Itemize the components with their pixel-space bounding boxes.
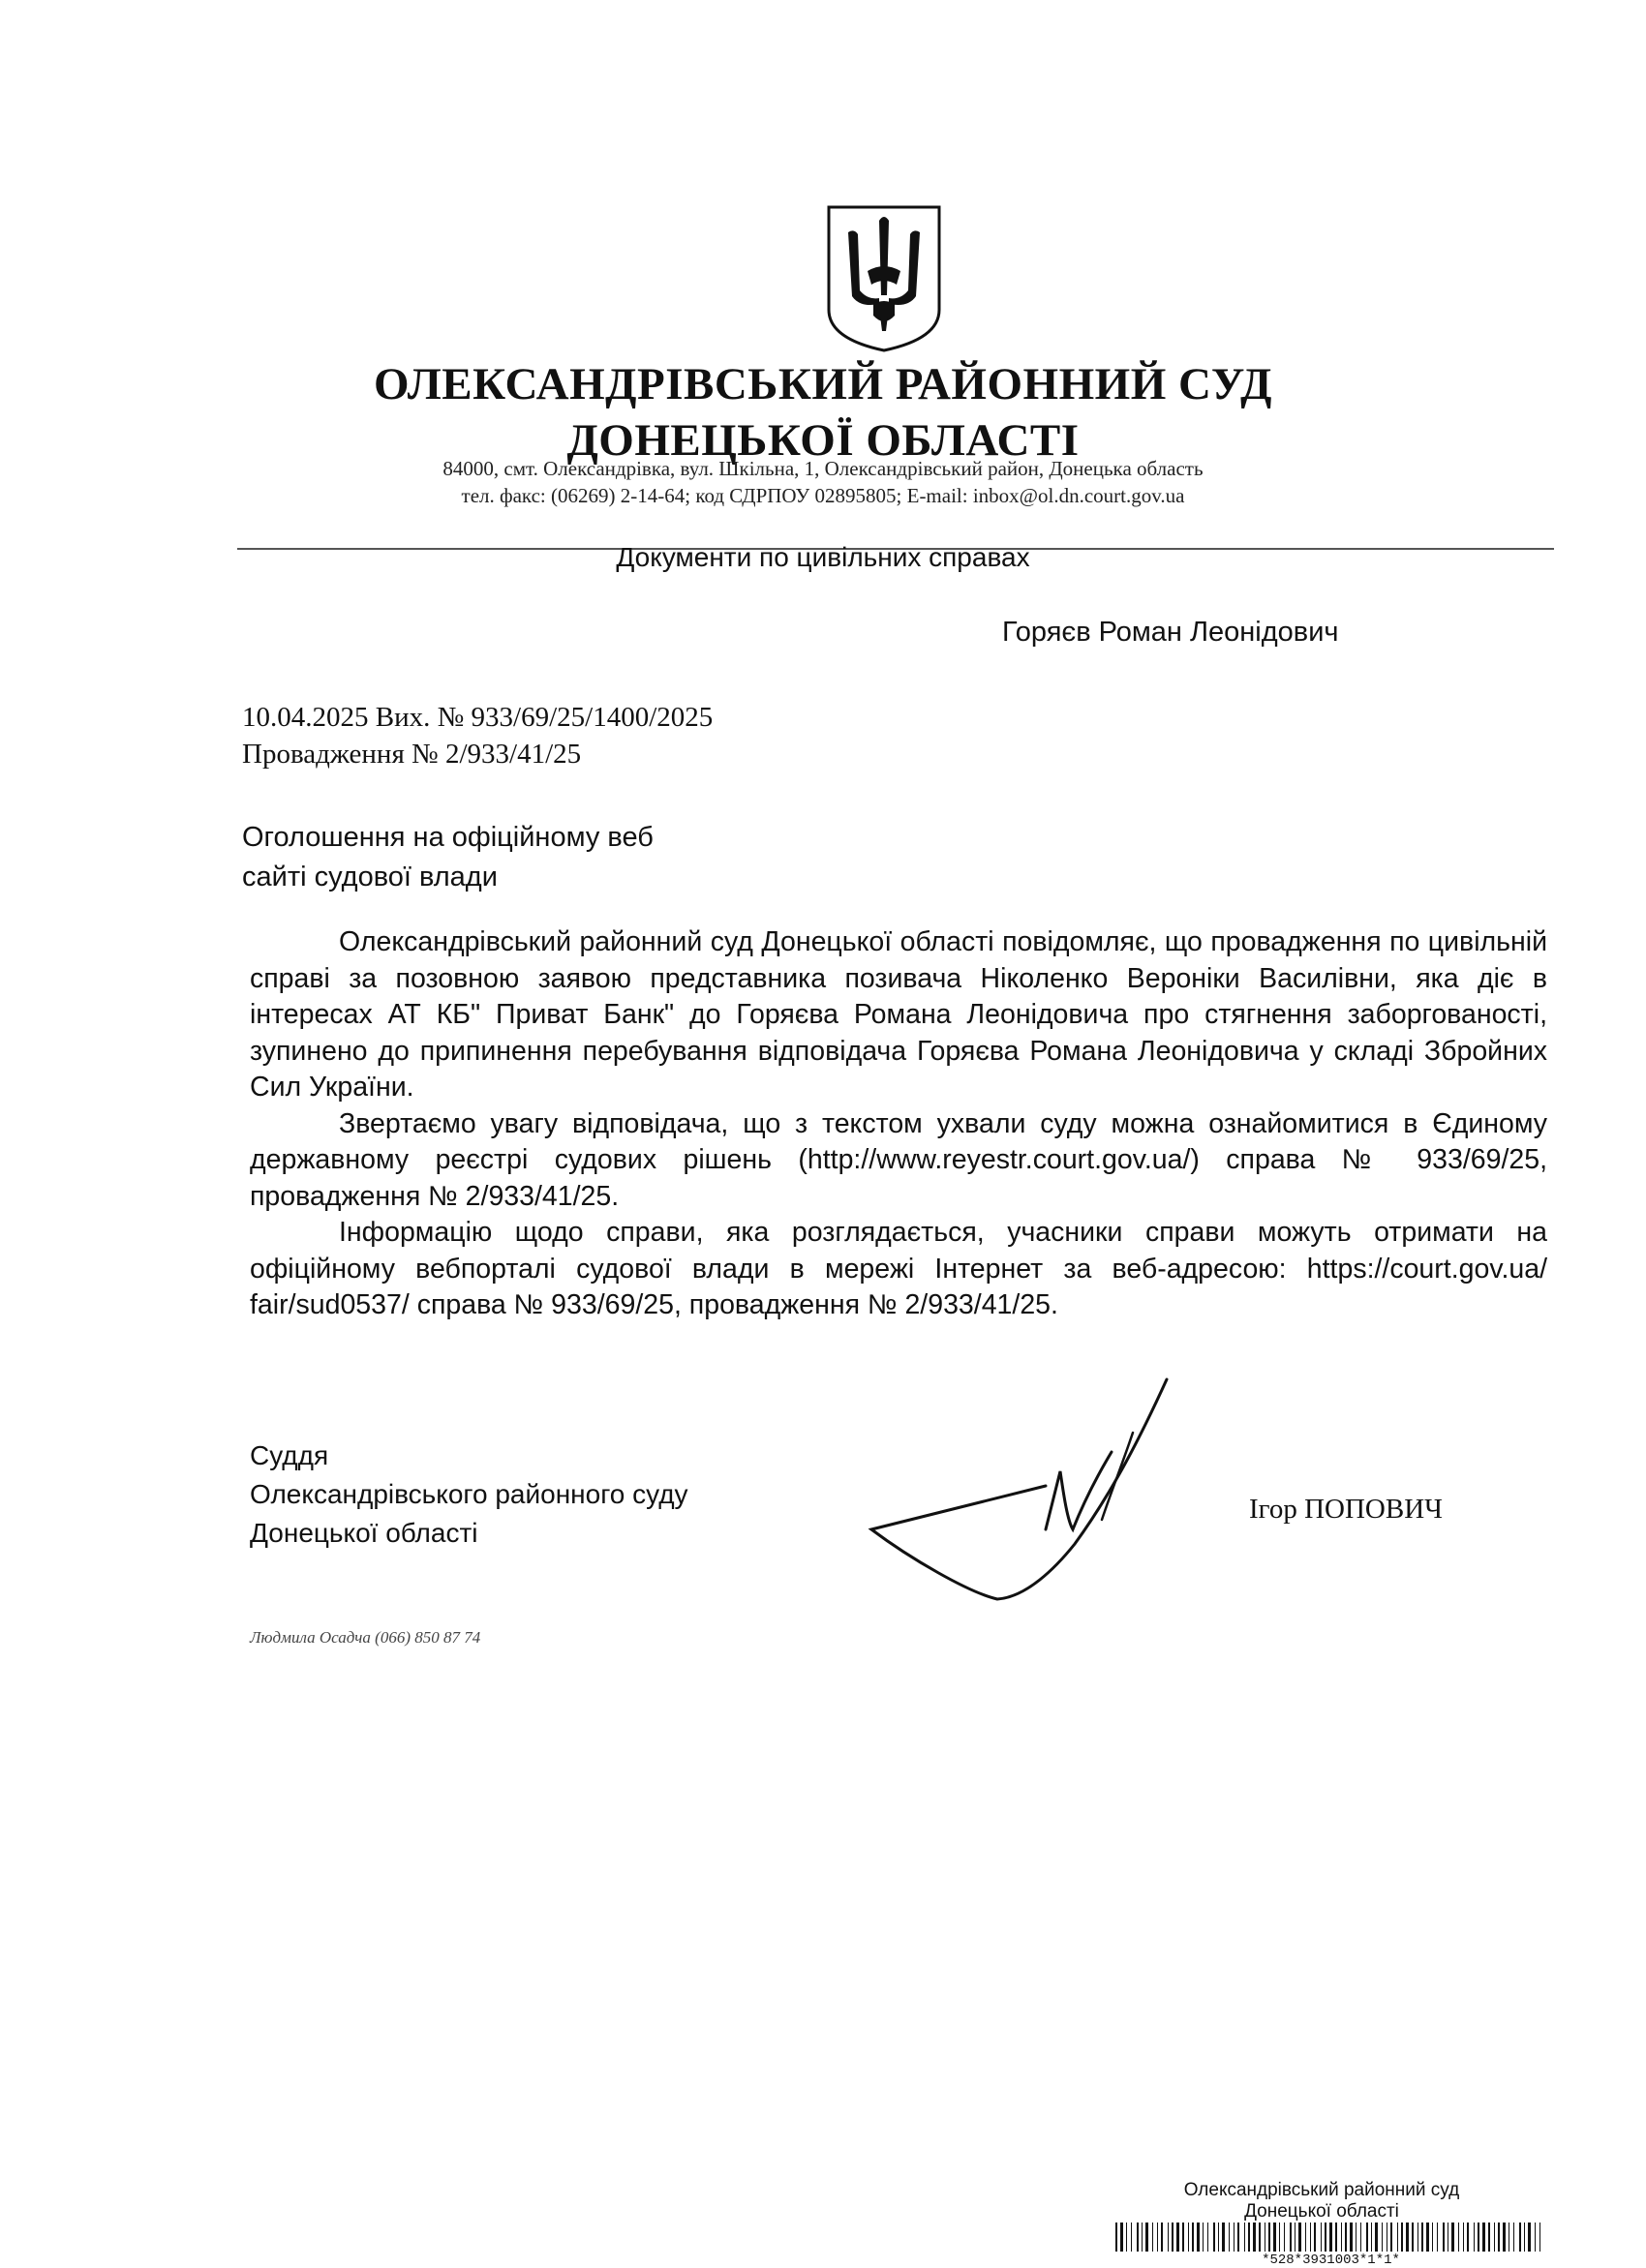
body-paragraph-3: Інформацію щодо справи, яка розглядається, учасники справи можуть отримати на офіційному вебпорталі судової влади в мережі Інтернет за веб-адресою: https://court.gov.ua/ fair/sud0537/ справа № 933/69/25, провадження № 2/933/41/25. — [250, 1217, 1547, 1320]
body-paragraph-1: Олександрівський районний суд Донецької області повідомляє, що провадження по цивільній справі за позовною заявою представника позивача Ніколенко Вероніки Василівни, яка діє в інтересах АТ КБ" Приват Банк" до Горяєва Романа Леонідовича про стягнення заборгованості, зупинено до припинення перебування відповідача Горяєва Романа Леонідовича у складі Збройних Сил України. — [250, 926, 1547, 1103]
judge-name: Ігор ПОПОВИЧ — [1249, 1494, 1443, 1525]
court-name-line1: ОЛЕКСАНДРІВСЬКИЙ РАЙОННИЙ СУД — [374, 359, 1272, 409]
court-name — [0, 356, 1646, 469]
subject-line2: сайті судової влади — [242, 862, 498, 892]
coat-of-arms-icon — [825, 203, 943, 353]
stamp-court-line1: Олександрівський районний суд — [1183, 2180, 1460, 2200]
notice-body — [250, 924, 1547, 1324]
addressee: Горяєв Роман Леонідович — [1002, 617, 1339, 648]
stamp-court-line2: Донецької області — [1244, 2201, 1399, 2222]
judge-title-line1: Суддя — [250, 1440, 329, 1470]
executor-contact: Людмила Осадча (066) 850 87 74 — [250, 1628, 481, 1647]
judge-title-line2: Олександрівського районного суду — [250, 1479, 688, 1509]
document-references — [242, 699, 713, 772]
registration-stamp — [1143, 2180, 1501, 2223]
body-paragraph-2: Звертаємо увагу відповідача, що з текстом ухвали суду можна ознайомитися в Єдиному державному реєстрі судових рішень (http://www.reyestr.court.gov.ua/) справа № 933/69/25, провадження № 2/933/41/25. — [250, 1107, 1547, 1212]
subject-line1: Оголошення на офіційному веб — [242, 822, 654, 853]
outgoing-number: 10.04.2025 Вих. № 933/69/25/1400/2025 — [242, 702, 714, 733]
address-line2: тел. факс: (06269) 2-14-64; код СДРПОУ 02895805; E-mail: inbox@ol.dn.court.gov.ua — [461, 484, 1185, 507]
document-category: Документи по цивільних справах — [616, 542, 1030, 572]
barcode — [1115, 2223, 1546, 2252]
court-address — [0, 455, 1646, 509]
address-line1: 84000, смт. Олександрівка, вул. Шкільна, 1, Олександрівський район, Донецька область — [442, 457, 1204, 480]
handwritten-signature — [852, 1375, 1191, 1607]
court-name-line2: ДОНЕЦЬКОЇ ОБЛАСТІ — [566, 415, 1080, 466]
judge-title — [250, 1436, 688, 1553]
document-subject — [242, 818, 654, 897]
judge-title-line3: Донецької області — [250, 1518, 478, 1548]
barcode-number: *528*3931003*1*1* — [1262, 2253, 1400, 2268]
proceeding-number: Провадження № 2/933/41/25 — [242, 739, 582, 770]
